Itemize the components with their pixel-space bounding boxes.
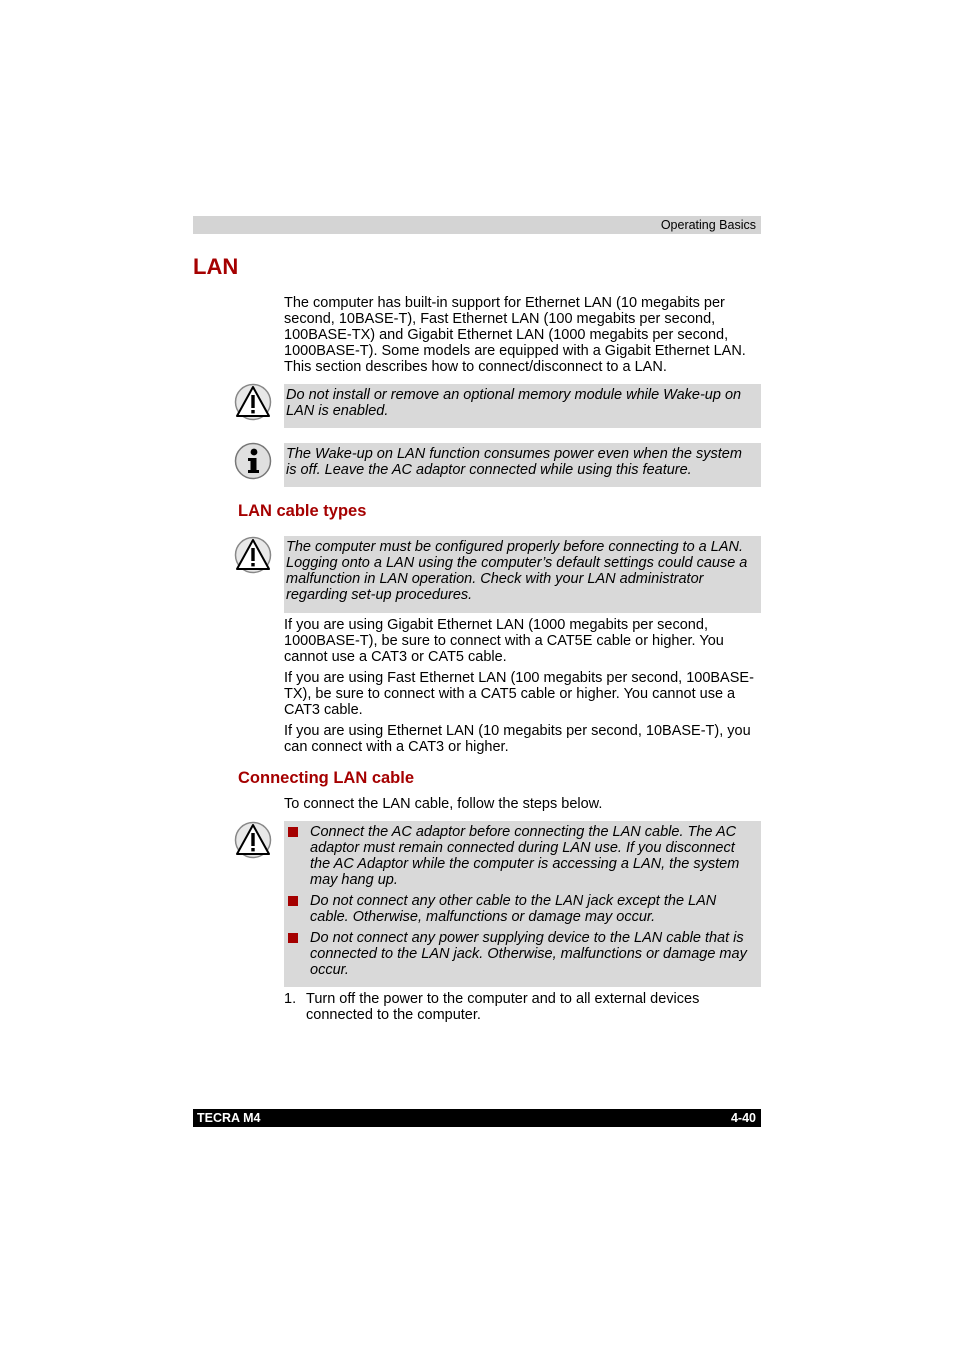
footer-model: TECRA M4 — [197, 1111, 261, 1125]
step-text: Turn off the power to the computer and to all external devices connected to the computer. — [306, 991, 700, 1023]
caution-icon — [234, 383, 272, 421]
step-item — [284, 991, 714, 1023]
bullet-square-icon — [288, 827, 298, 837]
caution-bullet-text: Do not connect any other cable to the LAN jack except the LAN cable. Otherwise, malfunctions or damage may occur. — [310, 893, 717, 925]
cable-paragraph-ethernet: If you are using Ethernet LAN (10 megabits per second, 10BASE-T), you can connect with a CAT3 or higher. — [284, 723, 751, 755]
caution-icon — [234, 536, 272, 574]
step-number: 1. — [284, 991, 297, 1007]
header-section-title: Operating Basics — [660, 218, 756, 232]
list-item — [286, 824, 755, 888]
info-note-wakeup: The Wake-up on LAN function consumes power even when the system is off. Leave the AC adaptor connected while using this feature. — [284, 443, 761, 487]
page-footer — [193, 1109, 761, 1127]
caution-note-configuration: The computer must be configured properly before connecting to a LAN. Logging onto a LAN using the computer’s default settings could cause a malfunction in LAN operation. Check with your LAN administrator regarding set-up procedures. — [284, 536, 761, 613]
caution-bullet-text: Do not connect any power supplying device to the LAN cable that is connected to the LAN jack. Otherwise, malfunctions or damage may occur. — [310, 930, 747, 978]
section-heading-connecting: Connecting LAN cable — [238, 769, 415, 787]
info-icon — [234, 442, 272, 480]
cable-paragraph-fast: If you are using Fast Ethernet LAN (100 megabits per second, 100BASE-TX), be sure to connect with a CAT5 cable or higher. You cannot use a CAT3 cable. — [284, 670, 754, 718]
caution-icon — [234, 821, 272, 859]
intro-paragraph: The computer has built-in support for Ethernet LAN (10 megabits per second, 10BASE-T), Fast Ethernet LAN (100 megabits per second, 100BASE-TX) and Gigabit Ethernet LAN (1000 megabits per second, 1000BASE-T). Some models are equipped with a Gigabit Ethernet LAN. This section describes how to connect/disconnect to a LAN. — [284, 295, 746, 375]
page-title: LAN — [193, 254, 239, 279]
cable-paragraph-gigabit: If you are using Gigabit Ethernet LAN (1000 megabits per second, 1000BASE-T), be sure to connect with a CAT5E cable or higher. You cannot use a CAT3 or CAT5 cable. — [284, 617, 724, 665]
caution-bullet-text: Connect the AC adaptor before connecting the LAN cable. The AC adaptor must remain connected during LAN use. If you disconnect the AC Adaptor while the computer is accessing a LAN, the system may hang up. — [310, 824, 740, 888]
list-item — [286, 893, 755, 925]
footer-page-number: 4-40 — [730, 1111, 756, 1125]
bullet-square-icon — [288, 896, 298, 906]
caution-note-wakeup: Do not install or remove an optional memory module while Wake-up on LAN is enabled. — [284, 384, 761, 428]
bullet-square-icon — [288, 933, 298, 943]
caution-note-connecting — [284, 821, 761, 987]
connecting-intro: To connect the LAN cable, follow the steps below. — [284, 796, 603, 812]
list-item — [286, 930, 755, 978]
running-header — [193, 216, 761, 234]
section-heading-cable-types: LAN cable types — [238, 502, 367, 520]
